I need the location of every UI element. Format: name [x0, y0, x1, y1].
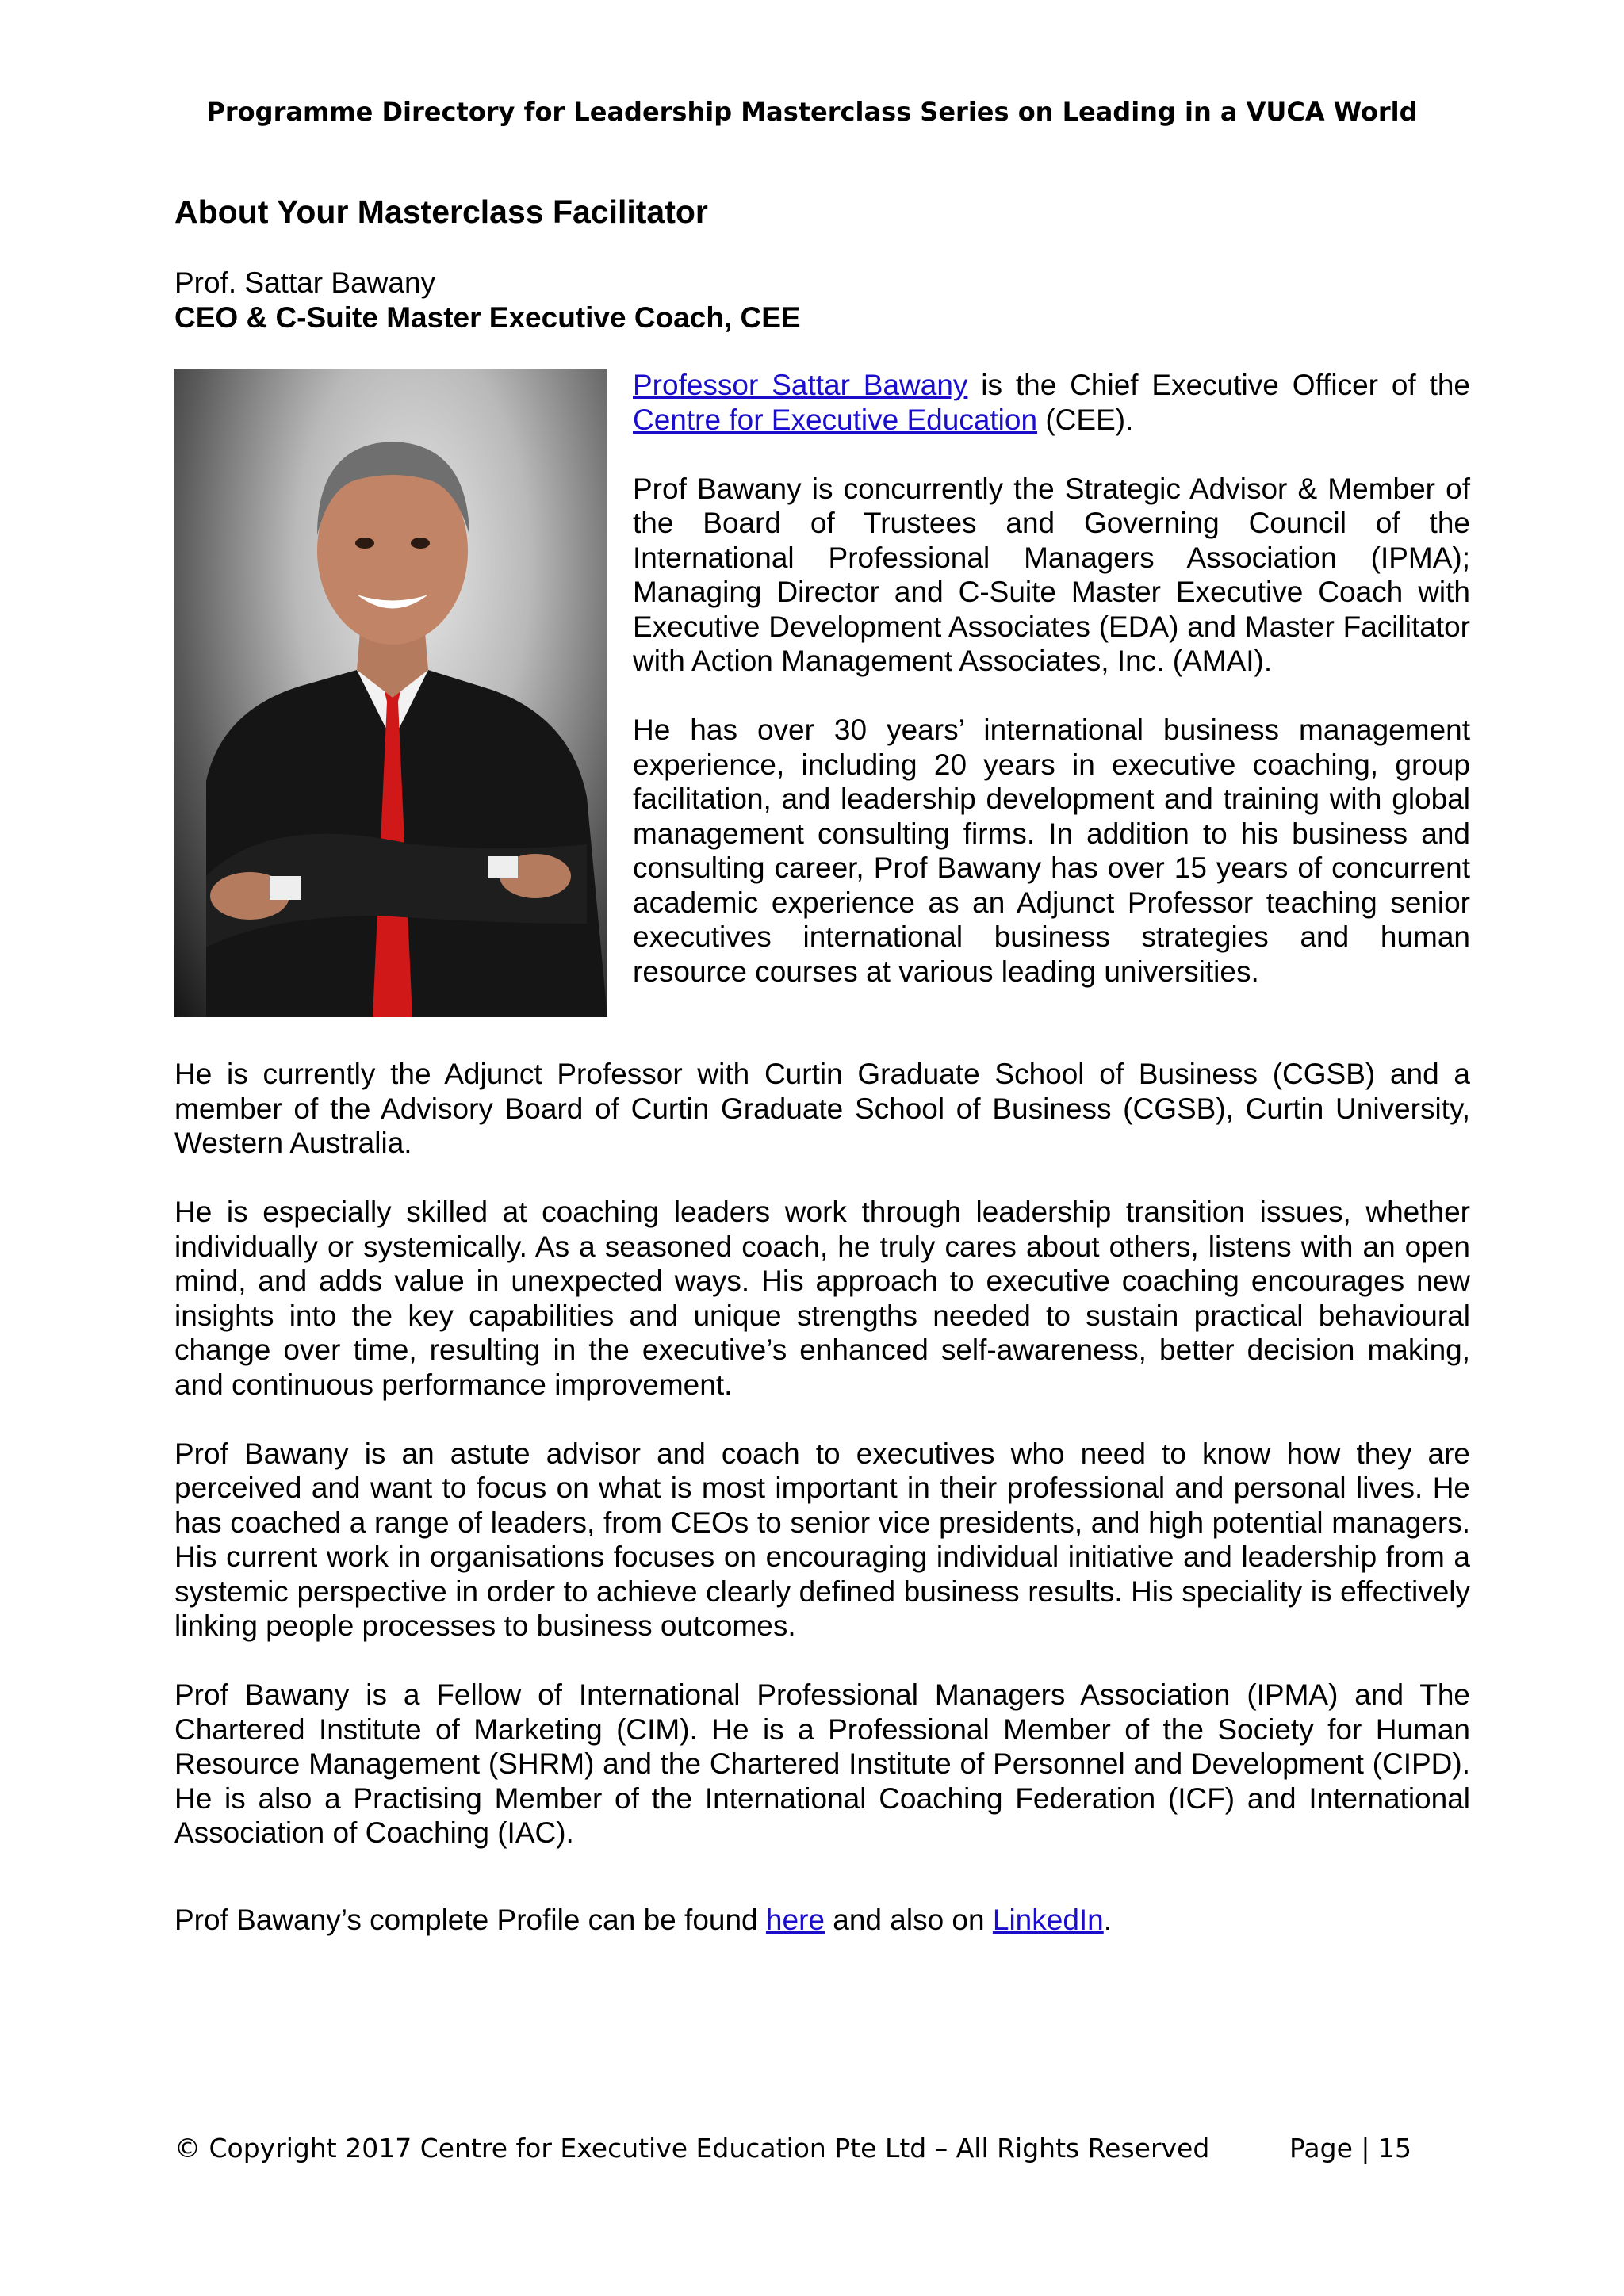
portrait-illustration [174, 369, 607, 1017]
paragraph-skills: He is especially skilled at coaching leaders work through leadership transition issues, whether individually or systemically. As a seasoned coach, he truly cares about others, listens with an open mind, and adds value in unexpected ways. His approach to executive coaching encourages new insights into the key capabilities and unique strengths needed to sustain practical behavioural change over time, resulting in the executive’s enhanced self-awareness, better decision making, and continuous performance improvement. [174, 1196, 1470, 1401]
paragraph-experience: He has over 30 years’ international business management experience, including 20 years in executive coaching, group facilitation, and leadership development and training with global management consulting firms. In addition to his business and consulting career, Prof Bawany has over 15 years of concurrent academic experience as an Adjunct Professor teaching senior executives international business strategies and human resource courses at various leading universities. [633, 714, 1470, 988]
intro-paragraph [633, 368, 1470, 437]
footer-copyright: © Copyright 2017 Centre for Executive Education Pte Ltd – All Rights Reserved [174, 2133, 1210, 2164]
facilitator-role: CEO & C-Suite Master Executive Coach, CEE [174, 301, 801, 334]
intro-text-1: is the Chief Executive Officer of the [967, 369, 1471, 401]
profile-text-3: . [1103, 1903, 1113, 1936]
intro-text-2: (CEE). [1037, 403, 1134, 436]
facilitator-photo [174, 369, 607, 1017]
intro-column [633, 368, 1470, 1024]
paragraph-adjunct: He is currently the Adjunct Professor with Curtin Graduate School of Business (CGSB) and a member of the Advisory Board of Curtin Graduate School of Business (CGSB), Curtin University, Western Australia. [174, 1058, 1470, 1159]
paragraph-roles: Prof Bawany is concurrently the Strategic Advisor & Member of the Board of Trustees and Governing Council of the International Professional Managers Association (IPMA); Managing Director and C-Suite Master Executive Coach with Executive Development Associates (EDA) and Master Facilitator with Action Management Associates, Inc. (AMAI). [633, 472, 1470, 677]
linkedin-link[interactable]: LinkedIn [992, 1903, 1104, 1936]
profile-text-1: Prof Bawany’s complete Profile can be found [174, 1903, 766, 1936]
page-header: Programme Directory for Leadership Masterclass Series on Leading in a VUCA World [206, 97, 1418, 127]
footer-page-number: Page | 15 [1289, 2133, 1411, 2164]
profile-text-2: and also on [824, 1903, 993, 1936]
paragraph-memberships: Prof Bawany is a Fellow of International Professional Managers Association (IPMA) and The Chartered Institute of Marketing (CIM). He is a Professional Member of the Society for Human Resource Management (SHRM) and the Chartered Institute of Personnel and Development (CIPD). He is also a Practising Member of the International Coaching Federation (ICF) and International Association of Coaching (IAC). [174, 1678, 1470, 1849]
paragraph-profile [174, 1903, 1470, 1938]
body-text [174, 1057, 1470, 1972]
section-title: About Your Masterclass Facilitator [174, 193, 708, 230]
facilitator-name: Prof. Sattar Bawany [174, 266, 436, 299]
profile-here-link[interactable]: here [765, 1903, 825, 1936]
cee-link[interactable]: Centre for Executive Education [633, 403, 1038, 436]
paragraph-advisor: Prof Bawany is an astute advisor and coach to executives who need to know how they are perceived and want to focus on what is most important in their professional and personal lives. He has coached a range of leaders, from CEOs to senior vice presidents, and high potential managers. His current work in organisations focuses on encouraging individual initiative and leadership from a systemic perspective in order to achieve clearly defined business results. His speciality is effectively linking people processes to business outcomes. [174, 1437, 1470, 1642]
professor-name-link[interactable]: Professor Sattar Bawany [633, 369, 968, 401]
